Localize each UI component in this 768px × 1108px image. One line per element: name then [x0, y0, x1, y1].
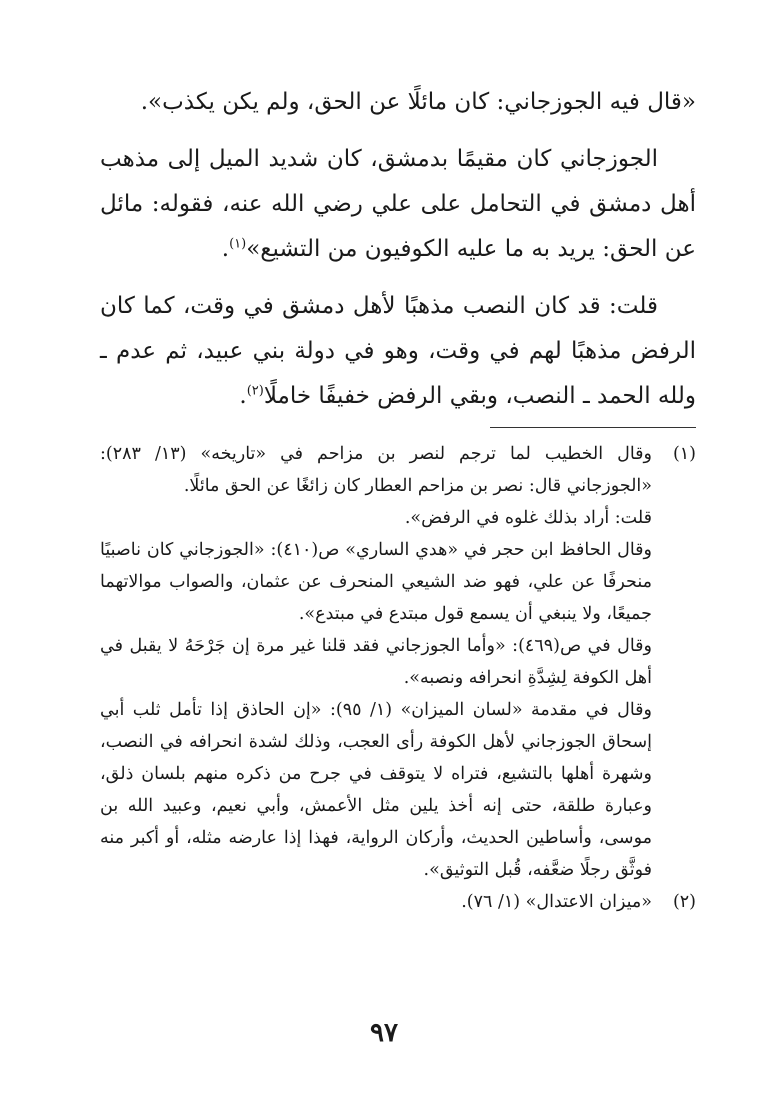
footnote-divider [490, 427, 696, 428]
footnote-2 [100, 886, 696, 918]
footnote-paragraph: وقال الخطيب لما ترجم لنصر بن مزاحم في «تاريخه» (١٣/ ٢٨٣): «الجوزجاني قال: نصر بن مزاحم العطار كان زائغًا عن الحق مائلًا. [100, 444, 652, 496]
footnote-paragraph: وقال الحافظ ابن حجر في «هدي الساري» ص(٤١٠): «الجوزجاني كان ناصبيًا منحرفًا عن علي، فهو ضد الشيعي المنحرف عن عثمان، والصواب موالاتهما جميعًا، ولا ينبغي أن يسمع قول مبتدع في مبتدع». [100, 540, 652, 624]
paragraph-1 [100, 137, 696, 272]
footnote-number: (٢) [672, 892, 696, 912]
main-text [100, 80, 696, 431]
footnote-paragraph: قلت: أراد بذلك غلوه في الرفض». [404, 508, 652, 528]
footnote-number: (١) [672, 444, 696, 464]
footnote-body [100, 438, 652, 886]
paragraph-1-text: الجوزجاني كان مقيمًا بدمشق، كان شديد الميل إلى مذهب أهل دمشق في التحامل على علي رضي الله عنه، فقوله: مائل عن الحق: يريد به ما عليه الكوفيون من التشيع» [100, 146, 696, 262]
paragraph-1-end: . [221, 236, 230, 262]
paragraph-2-end: . [239, 383, 247, 409]
paragraph-2-text: قلت: قد كان النصب مذهبًا لأهل دمشق في وقت، كما كان الرفض مذهبًا لهم في وقت، وهو في دولة بني عبيد، ثم عدم ـ ولله الحمد ـ النصب، وبقي الرفض خفيفًا خاملًا [100, 293, 696, 409]
footnote-ref-2[interactable]: (٢) [246, 383, 264, 399]
footnote-paragraph: «ميزان الاعتدال» (١/ ٧٦). [461, 892, 652, 912]
footnote-1 [100, 438, 696, 886]
page-number: ٩٧ [370, 1018, 398, 1048]
footnote-body [100, 886, 652, 918]
footnote-ref-1[interactable]: (١) [229, 236, 247, 252]
quoted-statement: «قال فيه الجوزجاني: كان مائلًا عن الحق، ولم يكن يكذب». [140, 89, 696, 115]
footnote-paragraph: وقال في مقدمة «لسان الميزان» (١/ ٩٥): «إن الحاذق إذا تأمل ثلب أبي إسحاق الجوزجاني لأهل الكوفة رأى العجب، وذلك لشدة انحرافه في النصب، وشهرة أهلها بالتشيع، فتراه لا يتوقف في جرح من ذكره منهم بلسان ذلق، وعبارة طلقة، حتى إنه أخذ يلين مثل الأعمش، وأبي نعيم، وعبيد الله بن موسى، وأساطين الحديث، وأركان الرواية، فهذا إذا عارضه مثله، أو أكبر منه فوثَّق رجلًا ضعَّفه، قُبل التوثيق». [100, 700, 652, 880]
paragraph-2 [100, 284, 696, 419]
footnotes [100, 438, 696, 918]
footnote-paragraph: وقال في ص(٤٦٩): «وأما الجوزجاني فقد قلنا غير مرة إن جَرْحَهُ لا يقبل في أهل الكوفة لِشِدَّةِ انحرافه ونصبه». [100, 636, 652, 688]
